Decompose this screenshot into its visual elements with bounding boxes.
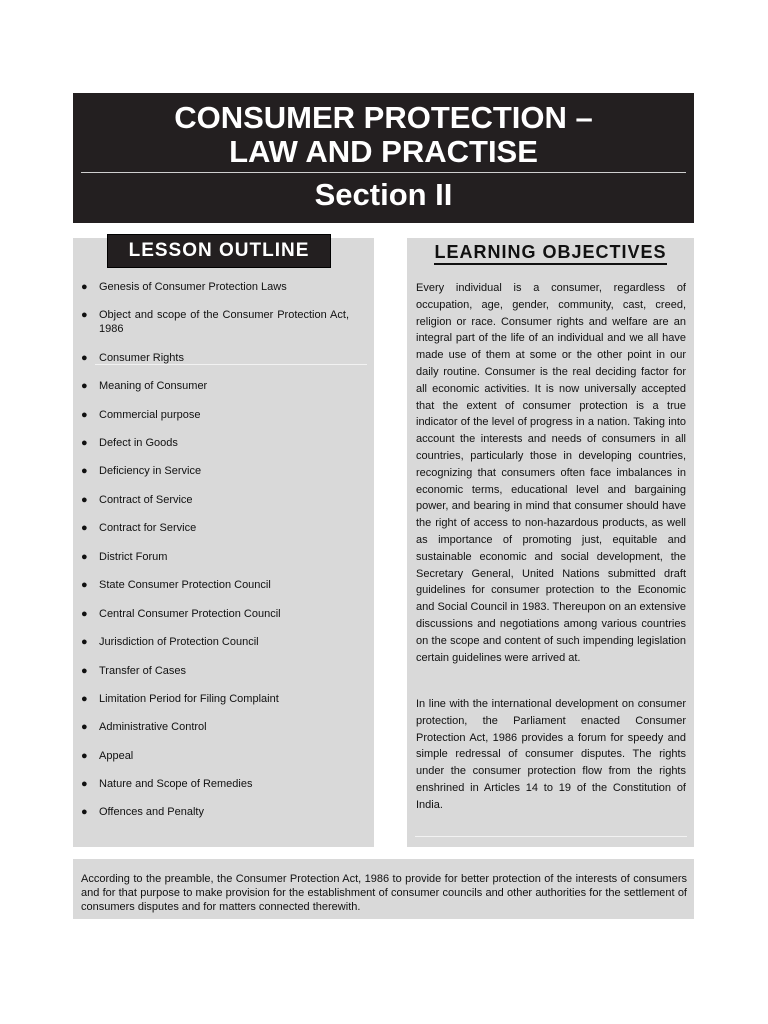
bullet-icon: ● bbox=[81, 437, 88, 449]
bullet-icon: ● bbox=[81, 608, 88, 620]
section-label: Section II bbox=[314, 177, 453, 212]
learning-objectives-panel bbox=[407, 238, 694, 847]
bullet-icon: ● bbox=[81, 636, 88, 648]
title-divider bbox=[81, 172, 686, 173]
learning-objectives-title: LEARNING OBJECTIVES bbox=[407, 242, 694, 263]
bullet-icon: ● bbox=[81, 494, 88, 506]
title-line-1: CONSUMER PROTECTION – bbox=[174, 100, 593, 135]
bullet-icon: ● bbox=[81, 778, 88, 790]
bullet-icon: ● bbox=[81, 551, 88, 563]
bullet-icon: ● bbox=[81, 806, 88, 818]
bullet-icon: ● bbox=[81, 352, 88, 364]
bullet-icon: ● bbox=[81, 281, 88, 293]
bullet-icon: ● bbox=[81, 579, 88, 591]
bullet-icon: ● bbox=[81, 465, 88, 477]
objectives-paragraph-1: Every individual is a consumer, regardless of occupation, age, gender, community, cast, creed, religion or race. Consumer rights and welfare are an integral part of the life of an individual and we all have made use of them at some or the other point in our daily routine. Consumer is the real deciding factor for all economic activities. It is now universally accepted that the extent of consumer protection is a true indicator of the level of progress in a nation. Taking into account the interests and needs of consumers in all countries, particularly those in developing countries, recognizing that consumers often face imbalances in economic terms, educational level and bargaining power, and bearing in mind that consumer should have the right of access to non-hazardous products, as well as importance of promoting just, equitable and sustainable economic and social development, the Secretary General, United Nations submitted draft guidelines for consumer protection to the Economic and Social Council in 1983. Thereupon on an extensive discussions and negotiations among various countries on the scope and content of such impending legislation certain guidelines were arrived at. bbox=[416, 282, 686, 664]
title-line-2: LAW AND PRACTISE bbox=[229, 134, 538, 169]
lesson-outline-title: LESSON OUTLINE bbox=[107, 234, 331, 268]
preamble-box bbox=[73, 859, 694, 919]
bullet-icon: ● bbox=[81, 665, 88, 677]
preamble-text: According to the preamble, the Consumer Protection Act, 1986 to provide for better protection of the interests of consumers and for that purpose to make provision for the establishment of consumer councils and other authorities for the settlement of consumers disputes and for matters connected therewith. bbox=[81, 873, 687, 913]
bullet-icon: ● bbox=[81, 380, 88, 392]
bullet-icon: ● bbox=[81, 522, 88, 534]
bullet-icon: ● bbox=[81, 409, 88, 421]
objectives-divider bbox=[415, 836, 687, 837]
lesson-outline-panel: LESSON OUTLINE ● Genesis of Consumer Protection Laws ● Object and scope of the Consumer Protection Act, 1986 ● Consumer Rights ● Meaning of Consumer ● Commercial purpose ● Defect in Goods ● Deficiency in Service ● Contract of Service ● Contract for Service ● District Forum ● State Consumer Protection Council ● Central Consumer Protection Council ● Jurisdiction of Protection Council ● Transfer of Cases ● Limitation Period for Filing Complaint ● Administrative Control ● Appeal ● Nature and Scope of Remedies ● Offences and Penalty bbox=[73, 238, 374, 847]
bullet-icon: ● bbox=[81, 693, 88, 705]
title-banner bbox=[73, 93, 694, 223]
bullet-icon: ● bbox=[81, 721, 88, 733]
bullet-icon: ● bbox=[81, 309, 88, 321]
bullet-icon: ● bbox=[81, 750, 88, 762]
objectives-paragraph-2: In line with the international development on consumer protection, the Parliament enacted Consumer Protection Act, 1986 provides a forum for speedy and simple redressal of consumer disputes. The rights under the consumer protection flow from the rights enshrined in Articles 14 to 19 of the Constitution of India. bbox=[416, 698, 686, 811]
